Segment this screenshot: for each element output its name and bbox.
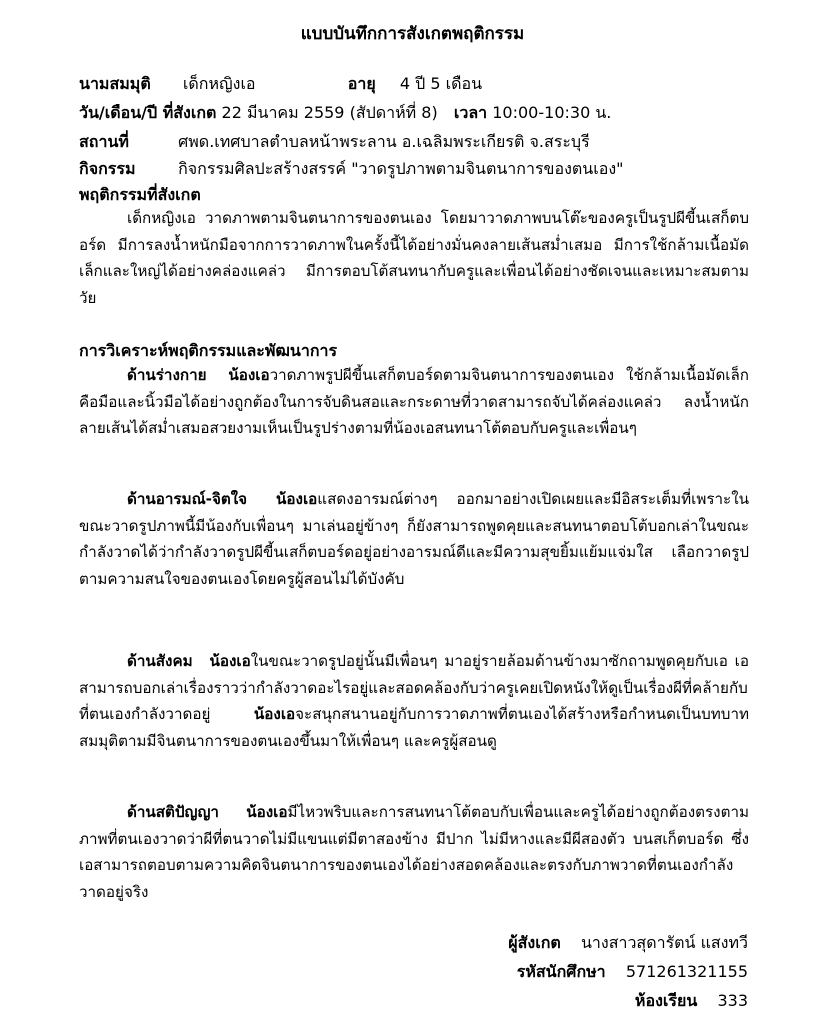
name-label: นามสมมุติ bbox=[79, 74, 151, 93]
activity-label: กิจกรรม bbox=[79, 159, 136, 178]
social-lead-2: น้องเอ bbox=[253, 705, 296, 723]
activity-row bbox=[79, 158, 623, 180]
date-row bbox=[79, 102, 611, 124]
intellectual-text: มีไหวพริบและการสนทนาโต้ตอบกับเพื่อนและครูได้อย่างถูกต้องตรงตามภาพที่ตนเองวาดว่าผีที่ตนวาดไม่มีแขนแต่มีตาสองข้าง มีปาก ไม่มีหางและมีผีสองตัว บนสเก็ตบอร์ด ซึ่งเอสามารถตอบตามความคิดจินตนาการของตนเองได้อย่างสอดคล้องและตรงกับภาพวาดที่ตนเองกำลังวาดอยู่จริง bbox=[79, 803, 749, 901]
time-value: 10:00-10:30 น. bbox=[492, 103, 612, 122]
room-row bbox=[635, 990, 748, 1012]
physical-lead: น้องเอ bbox=[228, 366, 270, 384]
document-title: แบบบันทึกการสังเกตพฤติกรรม bbox=[300, 24, 525, 44]
observer-label: ผู้สังเกต bbox=[508, 933, 561, 952]
age-label: อายุ bbox=[347, 74, 376, 93]
observer-value: นางสาวสุดารัตน์ แสงทวี bbox=[580, 933, 748, 952]
intellectual-label: ด้านสติปัญญา bbox=[127, 803, 219, 821]
date-label: วัน/เดือน/ปี ที่สังเกต bbox=[79, 103, 217, 122]
emotional-paragraph bbox=[79, 486, 749, 592]
physical-paragraph bbox=[79, 362, 749, 442]
social-paragraph bbox=[79, 648, 749, 754]
social-text-2: จะสนุกสนานอยู่กับการวาดภาพที่ตนเองได้สร้างหรือกำหนดเป็นบทบาทสมมุติตามมีจินตนาการของตนเองขึ้นมาให้เพื่อนๆ และครูผู้สอนดู bbox=[79, 705, 749, 750]
observer-row bbox=[508, 932, 748, 954]
room-label: ห้องเรียน bbox=[634, 991, 698, 1010]
emotional-text: แสดงอารมณ์ต่างๆ ออกมาอย่างเปิดเผยและมีอิสระเต็มที่เพราะในขณะวาดรูปภาพนี้มีน้องกับเพื่อนๆ มาเล่นอยู่ข้างๆ ก็ยังสามารถพูดคุยและสนทนาตอบโต้บอกเล่าในขณะกำลังวาดได้ว่ากำลังวาดรูปผีขี้นเสก็ตบอร์ดอยู่อย่างอารมณ์ดีและมีความสุขยิ้มแย้มแจ่มใส เลือกวาดรูปตามความสนใจของตนเองโดยครูผู้สอนไม่ได้บังคับ bbox=[79, 490, 749, 588]
physical-label: ด้านร่างกาย bbox=[127, 366, 207, 384]
time-label: เวลา bbox=[453, 103, 488, 122]
intellectual-paragraph bbox=[79, 799, 749, 905]
name-row bbox=[79, 73, 482, 95]
social-lead: น้องเอ bbox=[209, 652, 251, 670]
activity-value: กิจกรรมศิลปะสร้างสรรค์ "วาดรูปภาพตามจินตนาการของตนเอง" bbox=[178, 159, 624, 178]
analysis-heading: การวิเคราะห์พฤติกรรมและพัฒนาการ bbox=[79, 341, 338, 360]
date-value: 22 มีนาคม 2559 (สัปดาห์ที่ 8) bbox=[221, 103, 438, 122]
place-row bbox=[79, 131, 590, 153]
age-value: 4 ปี 5 เดือน bbox=[399, 74, 483, 93]
observed-text: เด็กหญิงเอ วาดภาพตามจินตนาการของตนเอง โดยมาวาดภาพบนโต๊ะของครูเป็นรูปผีขี้นเสก็ตบอร์ด มีการลงน้ำหนักมือจากการวาดภาพในครั้งนี้ได้อย่างมั่นคงลายเส้นสม่ำเสมอ มีการใช้กล้ามเนื้อมัดเล็กและใหญ่ได้อย่างคล่องแคล่ว มีการตอบโต้สนทนากับครูและเพื่อนได้อย่างชัดเจนและเหมาะสมตามวัย bbox=[79, 209, 749, 307]
observed-heading: พฤติกรรมที่สังเกต bbox=[79, 185, 201, 204]
name-value: เด็กหญิงเอ bbox=[182, 74, 256, 93]
emotional-lead: น้องเอ bbox=[276, 490, 318, 508]
student-id-row bbox=[517, 961, 748, 983]
intellectual-lead: น้องเอ bbox=[246, 803, 288, 821]
emotional-label: ด้านอารมณ์-จิตใจ bbox=[127, 490, 248, 508]
social-text-1: ในขณะวาดรูปอยู่นั้นมีเพื่อนๆ มาอยู่รายล้อมด้านข้างมาซักถามพูดคุยกับเอ เอสามารถบอกเล่าเรื่องราวว่ากำลังวาดอะไรอยู่และสอดคล้องกับว่าครูเคยเปิดหนังให้ดูเป็นเรื่องผีที่คล้ายกับที่ตนเองกำลังวาดอยู่ bbox=[79, 652, 749, 723]
physical-text: วาดภาพรูปผีขี้นเสก็ตบอร์ดตามจินตนาการของตนเอง ใช้กล้ามเนื้อมัดเล็กคือมือและนิ้วมือได้อย่างถูกต้องในการจับดินสอและกระดาษที่วาดสามารถจับได้คล่องแคล่ว ลงน้ำหนักลายเส้นได้สม่ำเสมอสวยงามเห็นเป็นรูปร่างตามที่น้องเอสนทนาโต้ตอบกับครูและเพื่อนๆ bbox=[79, 366, 749, 437]
social-label: ด้านสังคม bbox=[127, 652, 193, 670]
place-label: สถานที่ bbox=[79, 132, 129, 151]
observed-paragraph bbox=[79, 205, 749, 311]
student-id-label: รหัสนักศึกษา bbox=[516, 962, 606, 981]
place-value: ศพด.เทศบาลตำบลหน้าพระลาน อ.เฉลิมพระเกียรติ จ.สระบุรี bbox=[178, 132, 590, 151]
room-value: 333 bbox=[717, 991, 748, 1010]
student-id-value: 571261321155 bbox=[625, 962, 748, 981]
